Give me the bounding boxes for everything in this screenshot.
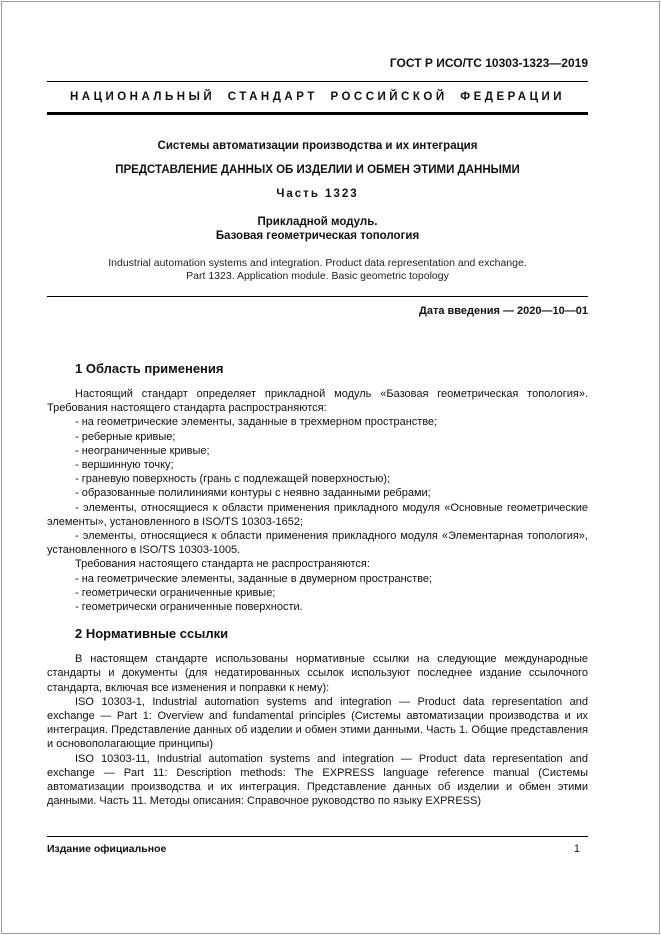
section-heading-scope: 1 Область применения: [75, 361, 224, 376]
header-rule-thin: [47, 81, 588, 82]
scope-not-apply-intro: Требования настоящего стандарта не распространяются:: [75, 558, 370, 571]
scope-list-item: - элементы, относящиеся к области применения прикладного модуля «Элементарная топология», установленного в ISO/TS 10303-1005.: [47, 530, 588, 557]
scope-intro: Настоящий стандарт определяет прикладной модуль «Базовая геометрическая топология». Требования настоящего стандарта распространяются:: [47, 388, 588, 415]
edition-note: Издание официальное: [47, 843, 167, 855]
standard-type-banner: НАЦИОНАЛЬНЫЙ СТАНДАРТ РОССИЙСКОЙ ФЕДЕРАЦИИ: [69, 91, 566, 103]
document-page: [47, 0, 588, 808]
scope-list-item: - неограниченные кривые;: [75, 444, 210, 457]
footer-rule: [47, 836, 588, 837]
scope-not-apply-item: - на геометрические элементы, заданные в двумерном пространстве;: [75, 572, 433, 585]
scope-list-item: - реберные кривые;: [75, 430, 176, 443]
doc-number: ГОСТ Р ИСО/ТС 10303-1323—2019: [389, 56, 588, 70]
scope-list-item: - граневую поверхность (грань с подлежащей поверхностью);: [75, 473, 391, 486]
subject-title: Системы автоматизации производства и их интеграция: [157, 140, 478, 152]
module-title-line2: Базовая геометрическая топология: [215, 230, 420, 242]
page-number: 1: [573, 843, 580, 855]
effective-date: Дата введения — 2020—10—01: [419, 305, 588, 317]
title-rule: [47, 296, 588, 297]
references-intro: В настоящем стандарте использованы нормативные ссылки на следующие международные стандарты и документы (для недатированных ссылок используют последнее издание ссылочного стандарта, включая все изменения и поправки к нему):: [47, 653, 588, 694]
reference-item: ISO 10303-1, Industrial automation systems and integration — Product data representation and exchange — Part 1: Overview and fundamental principles (Системы автоматизации производства и их интеграция. Представление данных об изделии и обмен этими данными. Часть 1. Общие представления и основополагающие принципы): [47, 695, 588, 751]
module-title: [47, 215, 588, 243]
part-label: Часть 1323: [276, 188, 359, 200]
scope-list-item: - образованные полилиниями контуры с неявно заданными ребрами;: [75, 487, 431, 500]
scope-list-item: - элементы, относящиеся к области применения прикладного модуля «Основные геометрические элементы», установленного в ISO/TS 10303-1652;: [47, 501, 588, 528]
reference-item: ISO 10303-11, Industrial automation systems and integration — Product data representation and exchange — Part 11: Description methods: The EXPRESS language reference manual (Системы автоматизации производства и их интеграция. Представление данных об изделии и обмен этими данными. Часть 11. Методы описания: Справочное руководство по языку EXPRESS): [47, 752, 588, 808]
section-heading-references: 2 Нормативные ссылки: [75, 626, 229, 642]
scope-list-item: - вершинную точку;: [75, 459, 174, 472]
page-footer: [47, 836, 588, 855]
scope-not-apply-item: - геометрически ограниченные поверхности.: [75, 601, 303, 614]
main-title: ПРЕДСТАВЛЕНИЕ ДАННЫХ ОБ ИЗДЕЛИИ И ОБМЕН ЭТИМИ ДАННЫМИ: [115, 164, 520, 176]
title-english-line1: Industrial automation systems and integration. Product data representation and exchange.: [108, 257, 527, 269]
scope-not-apply-item: - геометрически ограниченные кривые;: [75, 586, 276, 599]
title-english-line2: Part 1323. Application module. Basic geometric topology: [186, 270, 449, 282]
module-title-line1: Прикладной модуль.: [257, 216, 378, 228]
scope-list-item: - на геометрические элементы, заданные в трехмерном пространстве;: [75, 416, 438, 429]
title-english: [47, 257, 588, 283]
header-rule-thick: [47, 112, 588, 115]
